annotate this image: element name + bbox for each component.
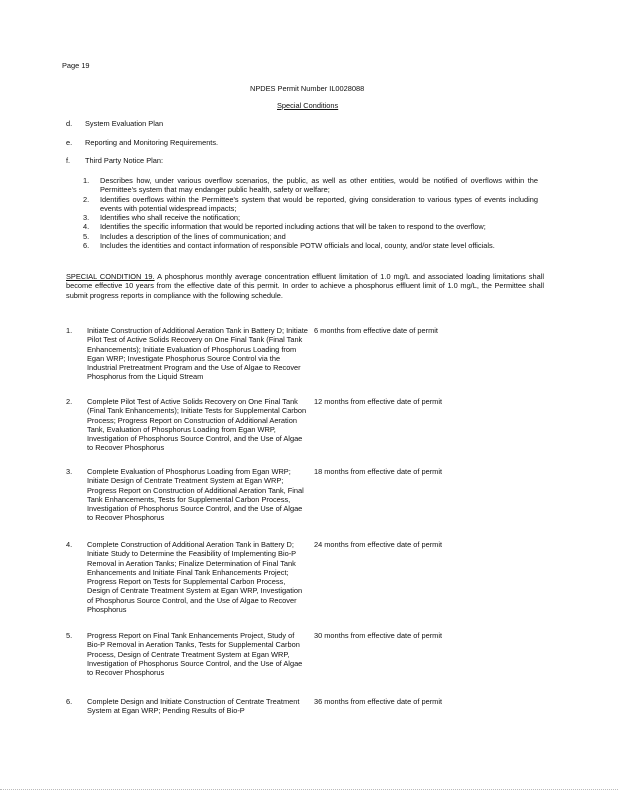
page-number: Page 19 xyxy=(62,61,90,70)
special-condition-paragraph xyxy=(66,272,544,300)
list-item-text: Describes how, under various overflow scenarios, the public, as well as other entities, would be notified of overflows within the Permittee's system that may endanger public health, safety or welfare; xyxy=(100,176,538,195)
schedule-row xyxy=(66,397,546,459)
list-item xyxy=(80,222,538,231)
special-condition-text: A phosphorus monthly average concentration effluent limitation of 1.0 mg/L and associated loading limitations shall become effective 10 years from the effective date of this permit. In order to achieve a phosphorus effluent limit of 1.0 mg/L, the Permittee shall submit progress reports in compliance with the following schedule. xyxy=(66,272,544,300)
list-item-number: 5. xyxy=(83,231,90,241)
schedule-description: Progress Report on Final Tank Enhancements Project, Study of Bio-P Removal in Aeration Tanks, Tests for Supplemental Carbon Process, Design of Centrate Treatment System at Egan WRP, Investigation of Phosphorus Source Control, and the Use of Algae to Recover Phosphorus xyxy=(87,631,303,678)
schedule-due-date: 36 months from effective date of permit xyxy=(314,697,443,706)
plan-item xyxy=(0,138,618,148)
plan-item xyxy=(0,119,618,129)
schedule-due-date: 6 months from effective date of permit xyxy=(314,326,438,335)
schedule-description: Complete Design and Initiate Construction of Centrate Treatment System at Egan WRP; Pending Results of Bio-P xyxy=(87,697,300,716)
schedule-due-date: 12 months from effective date of permit xyxy=(314,397,443,406)
list-item-number: 6. xyxy=(83,241,90,251)
list-item-number: 2. xyxy=(83,194,90,204)
schedule-number: 2. xyxy=(66,397,73,406)
schedule-row xyxy=(66,697,546,717)
plan-item xyxy=(0,156,618,166)
schedule-description: Complete Evaluation of Phosphorus Loading from Egan WRP; Initiate Design of Centrate Treatment System at Egan WRP; Progress Report on Construction of Additional Aeration Tank, Final Tank Enhancements, Tests for Supplemental Carbon Process, Investigation of Phosphorus Source Control, and the Use of Algae to Recover Phosphorus xyxy=(87,467,304,523)
notice-plan-list xyxy=(80,176,538,250)
list-item-number: 4. xyxy=(83,222,90,232)
list-item xyxy=(80,176,538,195)
list-item-text: Includes a description of the lines of communication; and xyxy=(100,231,286,241)
plan-item-letter: f. xyxy=(66,156,71,165)
list-item-number: 1. xyxy=(83,176,90,185)
schedule-description: Complete Construction of Additional Aeration Tank in Battery D; Initiate Study to Determine the Feasibility of Implementing Bio-P Removal in Aeration Tanks; Finalize Determination of Final Tank Enhancements and Initiate Final Tank Enhancements Project; Progress Report on Tests for Supplemental Carbon Process, Design of Centrate Treatment System at Egan WRP, Investigation of Phosphorus Source Control, and the Use of Algae to Recover Phosphorus xyxy=(87,540,303,615)
schedule-row xyxy=(66,540,546,624)
section-title: Special Conditions xyxy=(277,101,339,110)
schedule-description: Complete Pilot Test of Active Solids Recovery on One Final Tank (Final Tank Enhancements); Initiate Tests for Supplemental Carbon Process; Progress Report on Construction of Additional Aeration Tank, Evaluation of Phosphorus Loading from Egan WRP, Investigation of Phosphorus Source Control, and the Use of Algae to Recover Phosphorus xyxy=(87,397,307,453)
list-item xyxy=(80,232,538,241)
schedule-row xyxy=(66,467,546,529)
list-item xyxy=(80,195,538,214)
plan-item-letter: d. xyxy=(66,119,73,128)
schedule-description: Initiate Construction of Additional Aeration Tank in Battery D; Initiate Pilot Test of Active Solids Recovery on One Final Tank (Final Tank Enhancements); Initiate Evaluation of Phosphorus Loading from Egan WRP; Investigate Phosphorus Source Control via the Industrial Pretreatment Program and the Use of Algae to Recover Phosphorus from the Liquid Stream xyxy=(87,326,308,382)
schedule-row xyxy=(66,631,546,687)
schedule-row xyxy=(66,326,546,388)
schedule-due-date: 18 months from effective date of permit xyxy=(314,467,443,476)
plan-item-text: System Evaluation Plan xyxy=(85,119,164,128)
page-bottom-edge xyxy=(0,789,618,790)
special-condition-label: SPECIAL CONDITION 19. xyxy=(66,272,155,281)
schedule-number: 6. xyxy=(66,697,73,706)
list-item-text: Identifies overflows within the Permittee's system that would be reported, giving consideration to various types of events including events with potential widespread impacts; xyxy=(100,194,538,213)
plan-item-text: Third Party Notice Plan: xyxy=(85,156,164,165)
schedule-number: 1. xyxy=(66,326,73,335)
list-item-text: Identifies the specific information that would be reported including actions that will be taken to respond to the overflow; xyxy=(100,222,486,232)
list-item xyxy=(80,213,538,222)
plan-item-text: Reporting and Monitoring Requirements. xyxy=(85,138,219,147)
plan-item-letter: e. xyxy=(66,138,73,147)
list-item-number: 3. xyxy=(83,213,90,223)
schedule-due-date: 24 months from effective date of permit xyxy=(314,540,443,549)
schedule-number: 3. xyxy=(66,467,73,476)
list-item-text: Includes the identities and contact information of responsible POTW officials and local, county, and/or state level officials. xyxy=(100,241,495,251)
permit-number: NPDES Permit Number IL0028088 xyxy=(250,84,365,93)
schedule-number: 4. xyxy=(66,540,73,549)
schedule-due-date: 30 months from effective date of permit xyxy=(314,631,443,640)
list-item-text: Identifies who shall receive the notification; xyxy=(100,213,241,223)
schedule-number: 5. xyxy=(66,631,73,640)
list-item xyxy=(80,241,538,250)
